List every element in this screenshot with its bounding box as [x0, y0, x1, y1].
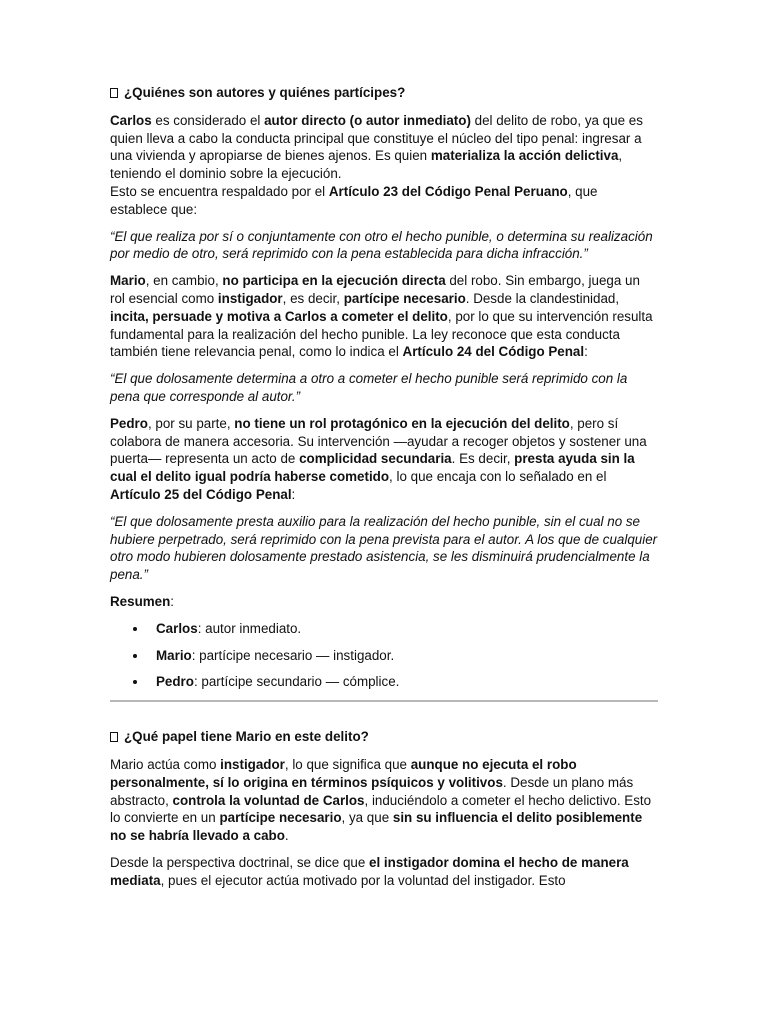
summary-list: [110, 620, 658, 691]
document-page: [110, 84, 658, 898]
section-heading-authors: ¿Quiénes son autores y quiénes partícipes?: [110, 84, 658, 102]
paragraph-mario-instigator: Mario actúa como instigador, lo que significa que aunque no ejecuta el robo personalmente, sí lo origina en términos psíquicos y volitivos. Desde un plano más abstracto, controla la voluntad de Carlos, induciéndolo a cometer el hecho delictivo. Esto lo convierte en un partícipe necesario, ya que sin su influencia el delito posiblemente no se habría llevado a cabo.: [110, 756, 652, 844]
summary-label: Resumen:: [110, 593, 175, 609]
quote-article-24: “El que dolosamente determina a otro a cometer el hecho punible será reprimido con la pena que corresponde al autor.”: [110, 371, 628, 404]
section-heading-mario-role: ¿Qué papel tiene Mario en este delito?: [110, 728, 658, 746]
paragraph-carlos: Carlos es considerado el autor directo (o autor inmediato) del delito de robo, ya que es quien lleva a cabo la conducta principal que constituye el núcleo del tipo penal: ingresar a una vivienda y apropiarse de bienes ajenos. Es quien materializa la acción delictiva, teniendo el dominio sobre la ejecución. Esto se encuentra respaldado por el Artículo 23 del Código Penal Peruano, que establece que:: [110, 112, 643, 217]
checkbox-glyph-icon: [110, 732, 118, 742]
paragraph-pedro: Pedro, por su parte, no tiene un rol protagónico en la ejecución del delito, pero sí colabora de manera accesoria. Su intervención —ayudar a recoger objetos y sostener una puerta— representa un acto de complicidad secundaria. Es decir, presta ayuda sin la cual el delito igual podría haberse cometido, lo que encaja con lo señalado en el Artículo 25 del Código Penal:: [110, 415, 647, 502]
horizontal-divider: [110, 700, 658, 702]
paragraph-doctrinal: Desde la perspectiva doctrinal, se dice que el instigador domina el hecho de manera mediata, pues el ejecutor actúa motivado por la voluntad del instigador. Esto: [110, 854, 629, 888]
list-item: Pedro: partícipe secundario — cómplice.: [110, 673, 658, 691]
quote-article-25: “El que dolosamente presta auxilio para la realización del hecho punible, sin el cual no se hubiere perpetrado, será reprimido con la pena prevista para el autor. A los que de cualquier otro modo hubieren dolosamente prestado asistencia, se les disminuirá prudencialmente la pena.”: [110, 513, 658, 583]
checkbox-glyph-icon: [110, 88, 118, 98]
list-item: Carlos: autor inmediato.: [110, 620, 658, 638]
paragraph-mario: Mario, en cambio, no participa en la ejecución directa del robo. Sin embargo, juega un rol esencial como instigador, es decir, partícipe necesario. Desde la clandestinidad, incita, persuade y motiva a Carlos a cometer el delito, por lo que su intervención resulta fundamental para la realización del hecho punible. La ley reconoce que esta conducta también tiene relevancia penal, como lo indica el Artículo 24 del Código Penal:: [110, 273, 653, 360]
list-item: Mario: partícipe necesario — instigador.: [110, 647, 658, 665]
quote-article-23: “El que realiza por sí o conjuntamente con otro el hecho punible, o determina su realización por medio de otro, será reprimido con la pena establecida para dicha infracción.”: [110, 228, 653, 262]
